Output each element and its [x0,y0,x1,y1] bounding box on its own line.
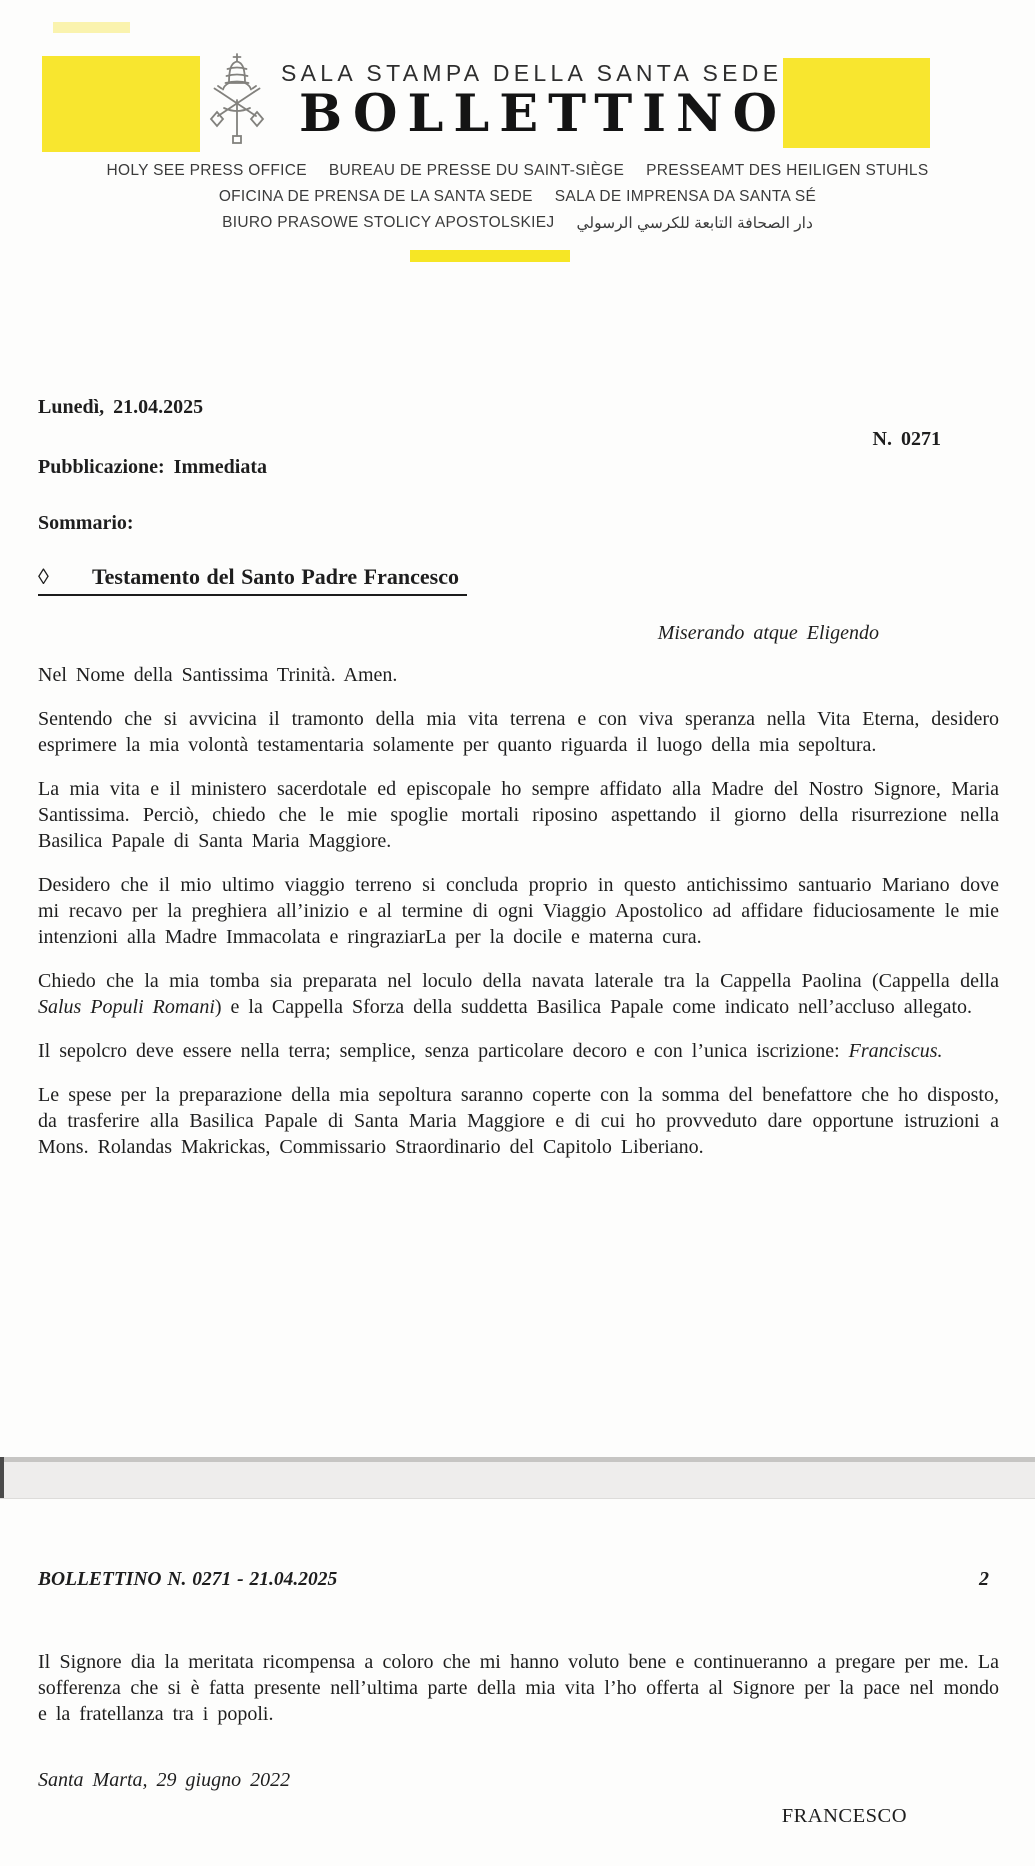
paragraph-5-text: Chiedo che la mia tomba sia preparata nel loculo della navata laterale tra la Cappella Paolina (Cappella della [38,970,999,992]
paragraph-6-latin: Franciscus. [848,1040,943,1062]
lang-de: PRESSEAMT DES HEILIGEN STUHLS [646,162,929,179]
page-number: 2 [979,1568,989,1590]
document-body-page-1 [38,394,999,1160]
languages-line-1 [0,162,1035,180]
vatican-emblem-icon [204,52,270,155]
signature: FRANCESCO [781,1805,907,1827]
dateline: Santa Marta, 29 giugno 2022 [38,1769,291,1791]
lang-ar: دار الصحافة التابعة للكرسي الرسولي [576,215,813,232]
episcopal-motto: Miserando atque Eligendo [657,622,879,644]
document-body-page-2 [38,1566,999,1829]
press-hall-title: SALA STAMPA DELLA SANTA SEDE [281,60,783,86]
yellow-highlight-right [783,58,930,148]
running-header-title: BOLLETTINO N. 0271 - 21.04.2025 [38,1569,338,1590]
page-break-band [0,1457,1035,1499]
summary-title-text: Testamento del Santo Padre Francesco [92,564,459,589]
yellow-highlight-strip [410,250,570,262]
paragraph-4: Desidero che il mio ultimo viaggio terreno si concluda proprio in questo antichissimo santuario Mariano dove mi recavo per la preghiera all’inizio e al termine di ogni Viaggio Apostolico ad affidare fiduciosamente le mie intenzioni alla Madre Immacolata e ringraziarLa per la docile e materna cura. [38,874,999,948]
languages-line-3 [0,214,1035,233]
yellow-highlight-left [42,56,200,152]
bollettino-title: BOLLETTINO [299,84,788,144]
summary-label: Sommario: [38,512,134,534]
page-edge-shadow [0,1457,4,1498]
paragraph-6 [38,1038,999,1064]
summary-item-title [38,564,467,596]
paragraph-invocation: Nel Nome della Santissima Trinità. Amen. [38,664,398,686]
paragraph-6-text: Il sepolcro deve essere nella terra; semplice, senza particolare decoro e con l’unica iscrizione: [38,1040,849,1062]
paragraph-5-text-end: ) e la Cappella Sforza della suddetta Basilica Papale come indicato nell’accluso allegato. [214,996,973,1018]
diamond-bullet-icon: ◊ [38,564,49,589]
bulletin-date: Lunedì, 21.04.2025 [38,396,204,418]
languages-line-2 [0,188,1035,206]
lang-en: HOLY SEE PRESS OFFICE [106,162,307,179]
lang-pt: SALA DE IMPRENSA DA SANTA SÉ [554,188,817,205]
lang-es: OFICINA DE PRENSA DE LA SANTA SEDE [218,188,533,205]
press-office-languages [0,162,1035,241]
lang-pl: BIURO PRASOWE STOLICY APOSTOLSKIEJ [222,214,555,231]
paragraph-2: Sentendo che si avvicina il tramonto della mia vita terrena e con viva speranza nella Vita Eterna, desidero esprimere la mia volontà testamentaria solamente per quanto riguarda il luogo della mia sepoltura. [38,708,999,756]
yellow-highlight-smear [53,22,130,33]
paragraph-5-latin: Salus Populi Romani [38,996,215,1018]
publication-status: Pubblicazione: Immediata [38,456,267,478]
paragraph-8: Il Signore dia la meritata ricompensa a coloro che mi hanno voluto bene e continueranno a pregare per me. La sofferenza che si è fatta presente nell’ultima parte della mia vita l’ho offerta al Signore per la pace nel mondo e la fratellanza tra i popoli. [38,1651,999,1725]
lang-fr: BUREAU DE PRESSE DU SAINT-SIÈGE [328,162,625,179]
paragraph-5 [38,968,999,1020]
paragraph-3: La mia vita e il ministero sacerdotale ed episcopale ho sempre affidato alla Madre del Nostro Signore, Maria Santissima. Perciò, chiedo che le mie spoglie mortali riposino aspettando il giorno della risurrezione nella Basilica Papale di Santa Maria Maggiore. [38,778,999,852]
bulletin-number: N. 0271 [872,428,941,450]
paragraph-7: Le spese per la preparazione della mia sepoltura saranno coperte con la somma del benefattore che ho disposto, da trasferire alla Basilica Papale di Santa Maria Maggiore e di cui ho provveduto dare opportune istruzioni a Mons. Rolandas Makrickas, Commissario Straordinario del Capitolo Liberiano. [38,1084,999,1158]
page-2-running-header [38,1566,999,1593]
